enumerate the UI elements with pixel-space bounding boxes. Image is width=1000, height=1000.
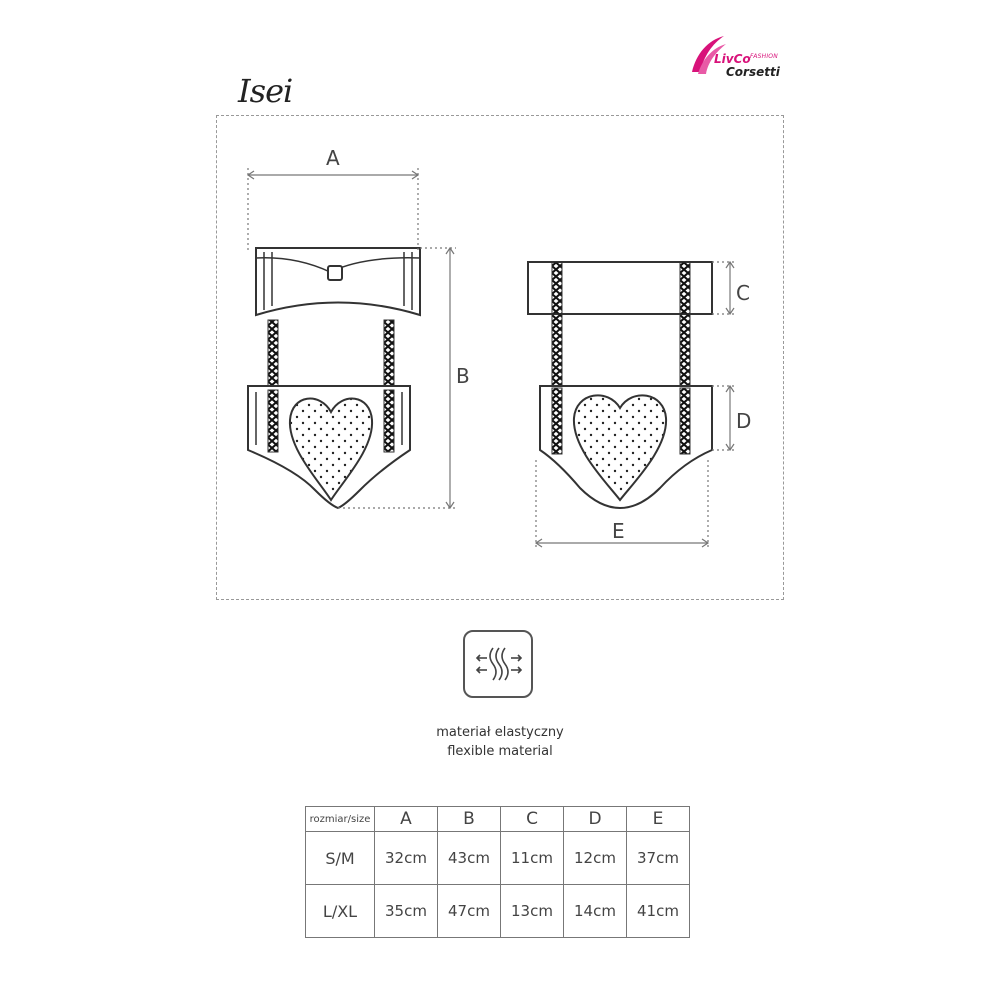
dimension-label-a: A <box>326 146 340 170</box>
brand-tag: FASHION <box>750 53 778 60</box>
product-name: Isei <box>238 72 293 110</box>
table-cell: 13cm <box>501 885 564 938</box>
column-header-e: E <box>627 807 690 832</box>
table-cell: 43cm <box>438 832 501 885</box>
size-table <box>305 806 690 938</box>
column-header-c: C <box>501 807 564 832</box>
material-description <box>350 723 650 761</box>
size-table-header: rozmiar/size <box>306 807 375 832</box>
back-view <box>528 262 712 508</box>
column-header-b: B <box>438 807 501 832</box>
dimension-label-c: C <box>736 281 750 305</box>
table-cell: 41cm <box>627 885 690 938</box>
table-cell: 11cm <box>501 832 564 885</box>
table-row <box>306 885 690 938</box>
dimension-label-b: B <box>456 364 470 388</box>
table-row <box>306 832 690 885</box>
stretch-arrows-icon <box>463 630 533 698</box>
table-cell: 37cm <box>627 832 690 885</box>
size-table-header-row <box>306 807 690 832</box>
brand-name-bottom: Corsetti <box>726 65 780 79</box>
material-label-english: flexible material <box>447 744 553 759</box>
table-cell: 47cm <box>438 885 501 938</box>
table-cell: 12cm <box>564 832 627 885</box>
dimension-label-d: D <box>736 409 752 433</box>
front-view <box>248 248 420 508</box>
table-cell: 35cm <box>375 885 438 938</box>
size-label: L/XL <box>306 885 375 938</box>
table-cell: 14cm <box>564 885 627 938</box>
brand-name-top: LivCo <box>714 52 751 66</box>
table-cell: 32cm <box>375 832 438 885</box>
column-header-d: D <box>564 807 627 832</box>
dimension-label-e: E <box>612 519 625 543</box>
size-label: S/M <box>306 832 375 885</box>
material-label-polish: materiał elastyczny <box>436 725 564 740</box>
column-header-a: A <box>375 807 438 832</box>
